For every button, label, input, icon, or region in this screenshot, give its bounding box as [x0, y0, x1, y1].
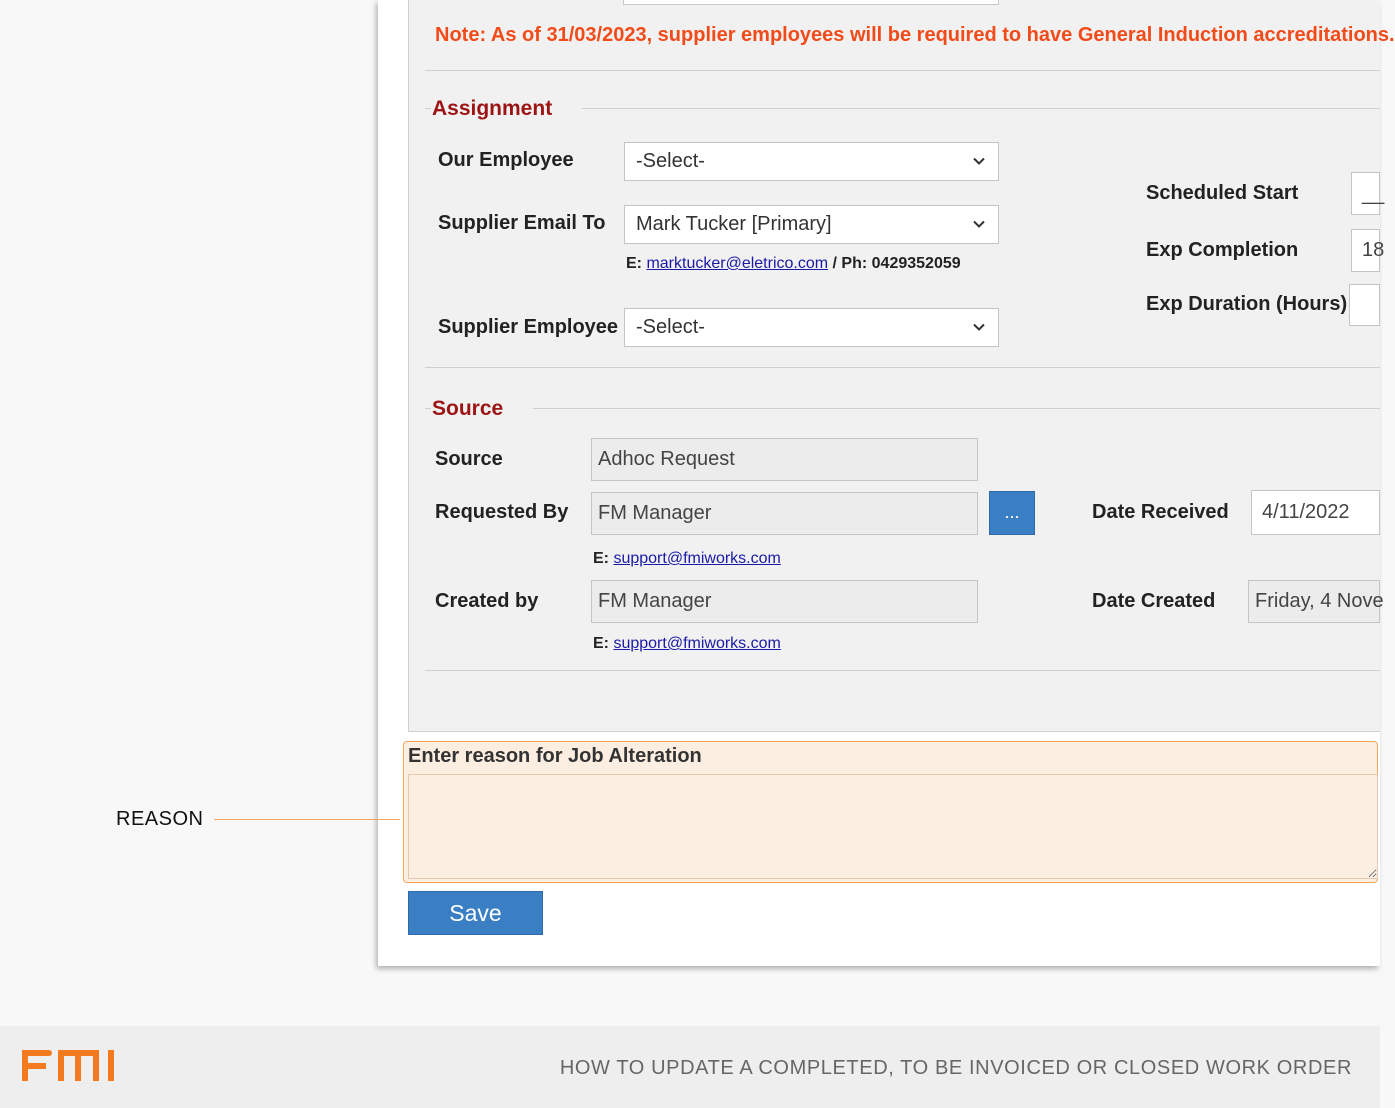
truncated-top-field[interactable]	[623, 0, 999, 5]
fieldset-border	[582, 108, 1380, 109]
reason-callout-label: REASON	[116, 808, 204, 830]
reason-title: Enter reason for Job Alteration	[408, 745, 702, 767]
supplier-employee-label: Supplier Employee	[438, 316, 619, 338]
created-by-contact	[593, 635, 781, 653]
requested-by-field	[591, 492, 978, 535]
phone-prefix: / Ph:	[832, 255, 868, 272]
chevron-down-icon	[972, 154, 986, 168]
induction-note: Note: As of 31/03/2023, supplier employees will be required to have General Induction accreditations.	[435, 24, 1395, 46]
source-label: Source	[435, 448, 503, 470]
created-by-field	[591, 580, 978, 623]
our-employee-label: Our Employee	[438, 149, 574, 171]
divider	[425, 70, 1380, 71]
exp-completion-input[interactable]	[1351, 229, 1385, 272]
footer-title: HOW TO UPDATE A COMPLETED, TO BE INVOICED OR CLOSED WORK ORDER	[559, 1057, 1352, 1079]
date-received-label: Date Received	[1092, 501, 1229, 523]
source-field	[591, 438, 978, 481]
fieldset-border	[425, 108, 431, 109]
email-prefix: E:	[593, 635, 609, 652]
email-prefix: E:	[626, 255, 642, 272]
supplier-employee-value: -Select-	[636, 316, 705, 338]
date-received-input[interactable]	[1251, 490, 1380, 535]
supplier-email-select[interactable]	[624, 205, 999, 244]
supplier-email-value: Mark Tucker [Primary]	[636, 213, 832, 235]
email-prefix: E:	[593, 550, 609, 567]
fieldset-border	[425, 408, 431, 409]
divider	[425, 367, 1380, 368]
save-button[interactable]: Save	[408, 891, 543, 935]
requested-by-email-link[interactable]: support@fmiworks.com	[613, 550, 781, 567]
exp-duration-input[interactable]	[1349, 284, 1380, 326]
exp-completion-label: Exp Completion	[1146, 239, 1299, 261]
requested-by-label: Requested By	[435, 501, 569, 523]
callout-line	[214, 819, 400, 820]
scheduled-start-value: __	[1362, 183, 1385, 205]
supplier-phone: 0429352059	[871, 255, 961, 272]
chevron-down-icon	[972, 217, 986, 231]
requested-by-lookup-button[interactable]: ...	[989, 491, 1035, 535]
assignment-legend: Assignment	[432, 97, 553, 120]
scheduled-start-label: Scheduled Start	[1146, 182, 1299, 204]
fieldset-border	[533, 408, 1380, 409]
source-value: Adhoc Request	[598, 448, 735, 470]
created-by-value: FM Manager	[598, 590, 712, 612]
date-created-field	[1248, 580, 1384, 623]
our-employee-value: -Select-	[636, 150, 705, 172]
date-created-value: Friday, 4 Nove	[1255, 590, 1384, 612]
requested-by-contact	[593, 550, 781, 568]
requested-by-value: FM Manager	[598, 502, 712, 524]
date-created-label: Date Created	[1092, 590, 1216, 612]
created-by-label: Created by	[435, 590, 539, 612]
date-received-value: 4/11/2022	[1262, 501, 1350, 523]
exp-duration-label: Exp Duration (Hours)	[1146, 293, 1348, 315]
supplier-email-link[interactable]: marktucker@eletrico.com	[646, 255, 829, 272]
created-by-email-link[interactable]: support@fmiworks.com	[613, 635, 781, 652]
supplier-contact-info	[626, 255, 961, 273]
supplier-employee-select[interactable]	[624, 308, 999, 347]
our-employee-select[interactable]	[624, 142, 999, 181]
source-legend: Source	[432, 397, 504, 420]
scheduled-start-input[interactable]	[1351, 172, 1385, 215]
chevron-down-icon	[972, 320, 986, 334]
exp-completion-value: 18	[1362, 239, 1385, 261]
divider	[425, 670, 1380, 671]
supplier-email-label: Supplier Email To	[438, 212, 606, 234]
reason-textarea[interactable]	[408, 774, 1378, 879]
fmi-logo	[22, 1050, 116, 1082]
